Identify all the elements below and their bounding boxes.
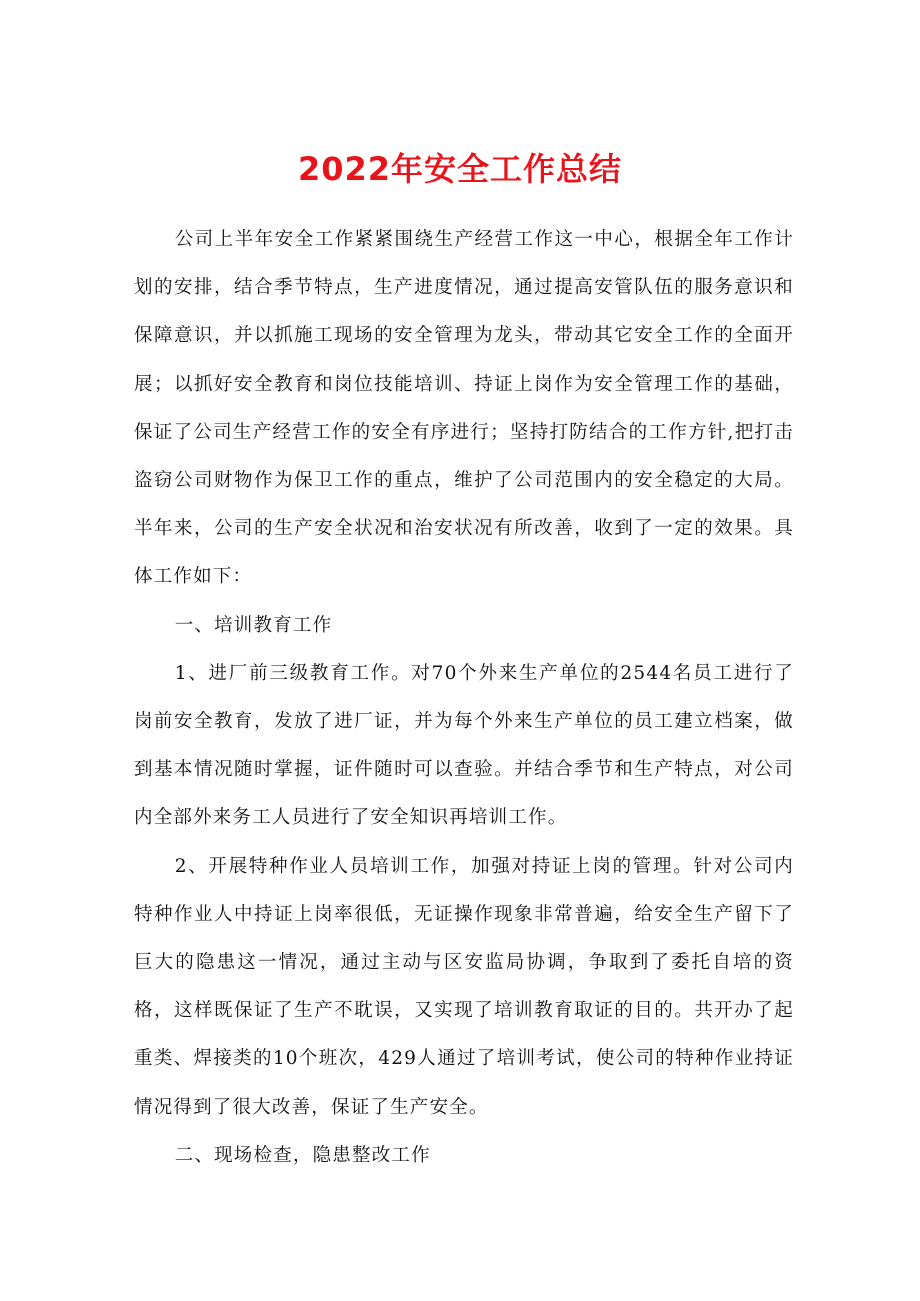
document-body bbox=[134, 216, 794, 1180]
training-item-1-paragraph: 1、进厂前三级教育工作。对70个外来生产单位的2544名员工进行了岗前安全教育，发放了进厂证，并为每个外来生产单位的员工建立档案，做到基本情况随时掌握，证件随时可以查验。并结合季节和生产特点，对公司内全部外来务工人员进行了安全知识再培训工作。 bbox=[134, 662, 794, 829]
training-item-2-paragraph: 2、开展特种作业人员培训工作，加强对持证上岗的管理。针对公司内特种作业人中持证上岗率很低，无证操作现象非常普遍，给安全生产留下了巨大的隐患这一情况，通过主动与区安监局协调，争取到了委托自培的资格，这样既保证了生产不耽误，又实现了培训教育取证的目的。共开办了起重类、焊接类的10个班次，429人通过了培训考试，使公司的特种作业持证情况得到了很大改善，保证了生产安全。 bbox=[134, 855, 794, 1118]
intro-paragraph: 公司上半年安全工作紧紧围绕生产经营工作这一中心，根据全年工作计划的安排，结合季节特点，生产进度情况，通过提高安管队伍的服务意识和保障意识，并以抓施工现场的安全管理为龙头，带动其它安全工作的全面开展；以抓好安全教育和岗位技能培训、持证上岗作为安全管理工作的基础，保证了公司生产经营工作的安全有序进行；坚持打防结合的工作方针,把打击盗窃公司财物作为保卫工作的重点，维护了公司范围内的安全稳定的大局。半年来，公司的生产安全状况和治安状况有所改善，收到了一定的效果。具体工作如下： bbox=[134, 229, 794, 588]
section-heading-training: 一、培训教育工作 bbox=[174, 614, 333, 636]
document-title: 2022年安全工作总结 bbox=[297, 150, 623, 189]
section-heading-inspection: 二、现场检查，隐患整改工作 bbox=[174, 1144, 431, 1166]
